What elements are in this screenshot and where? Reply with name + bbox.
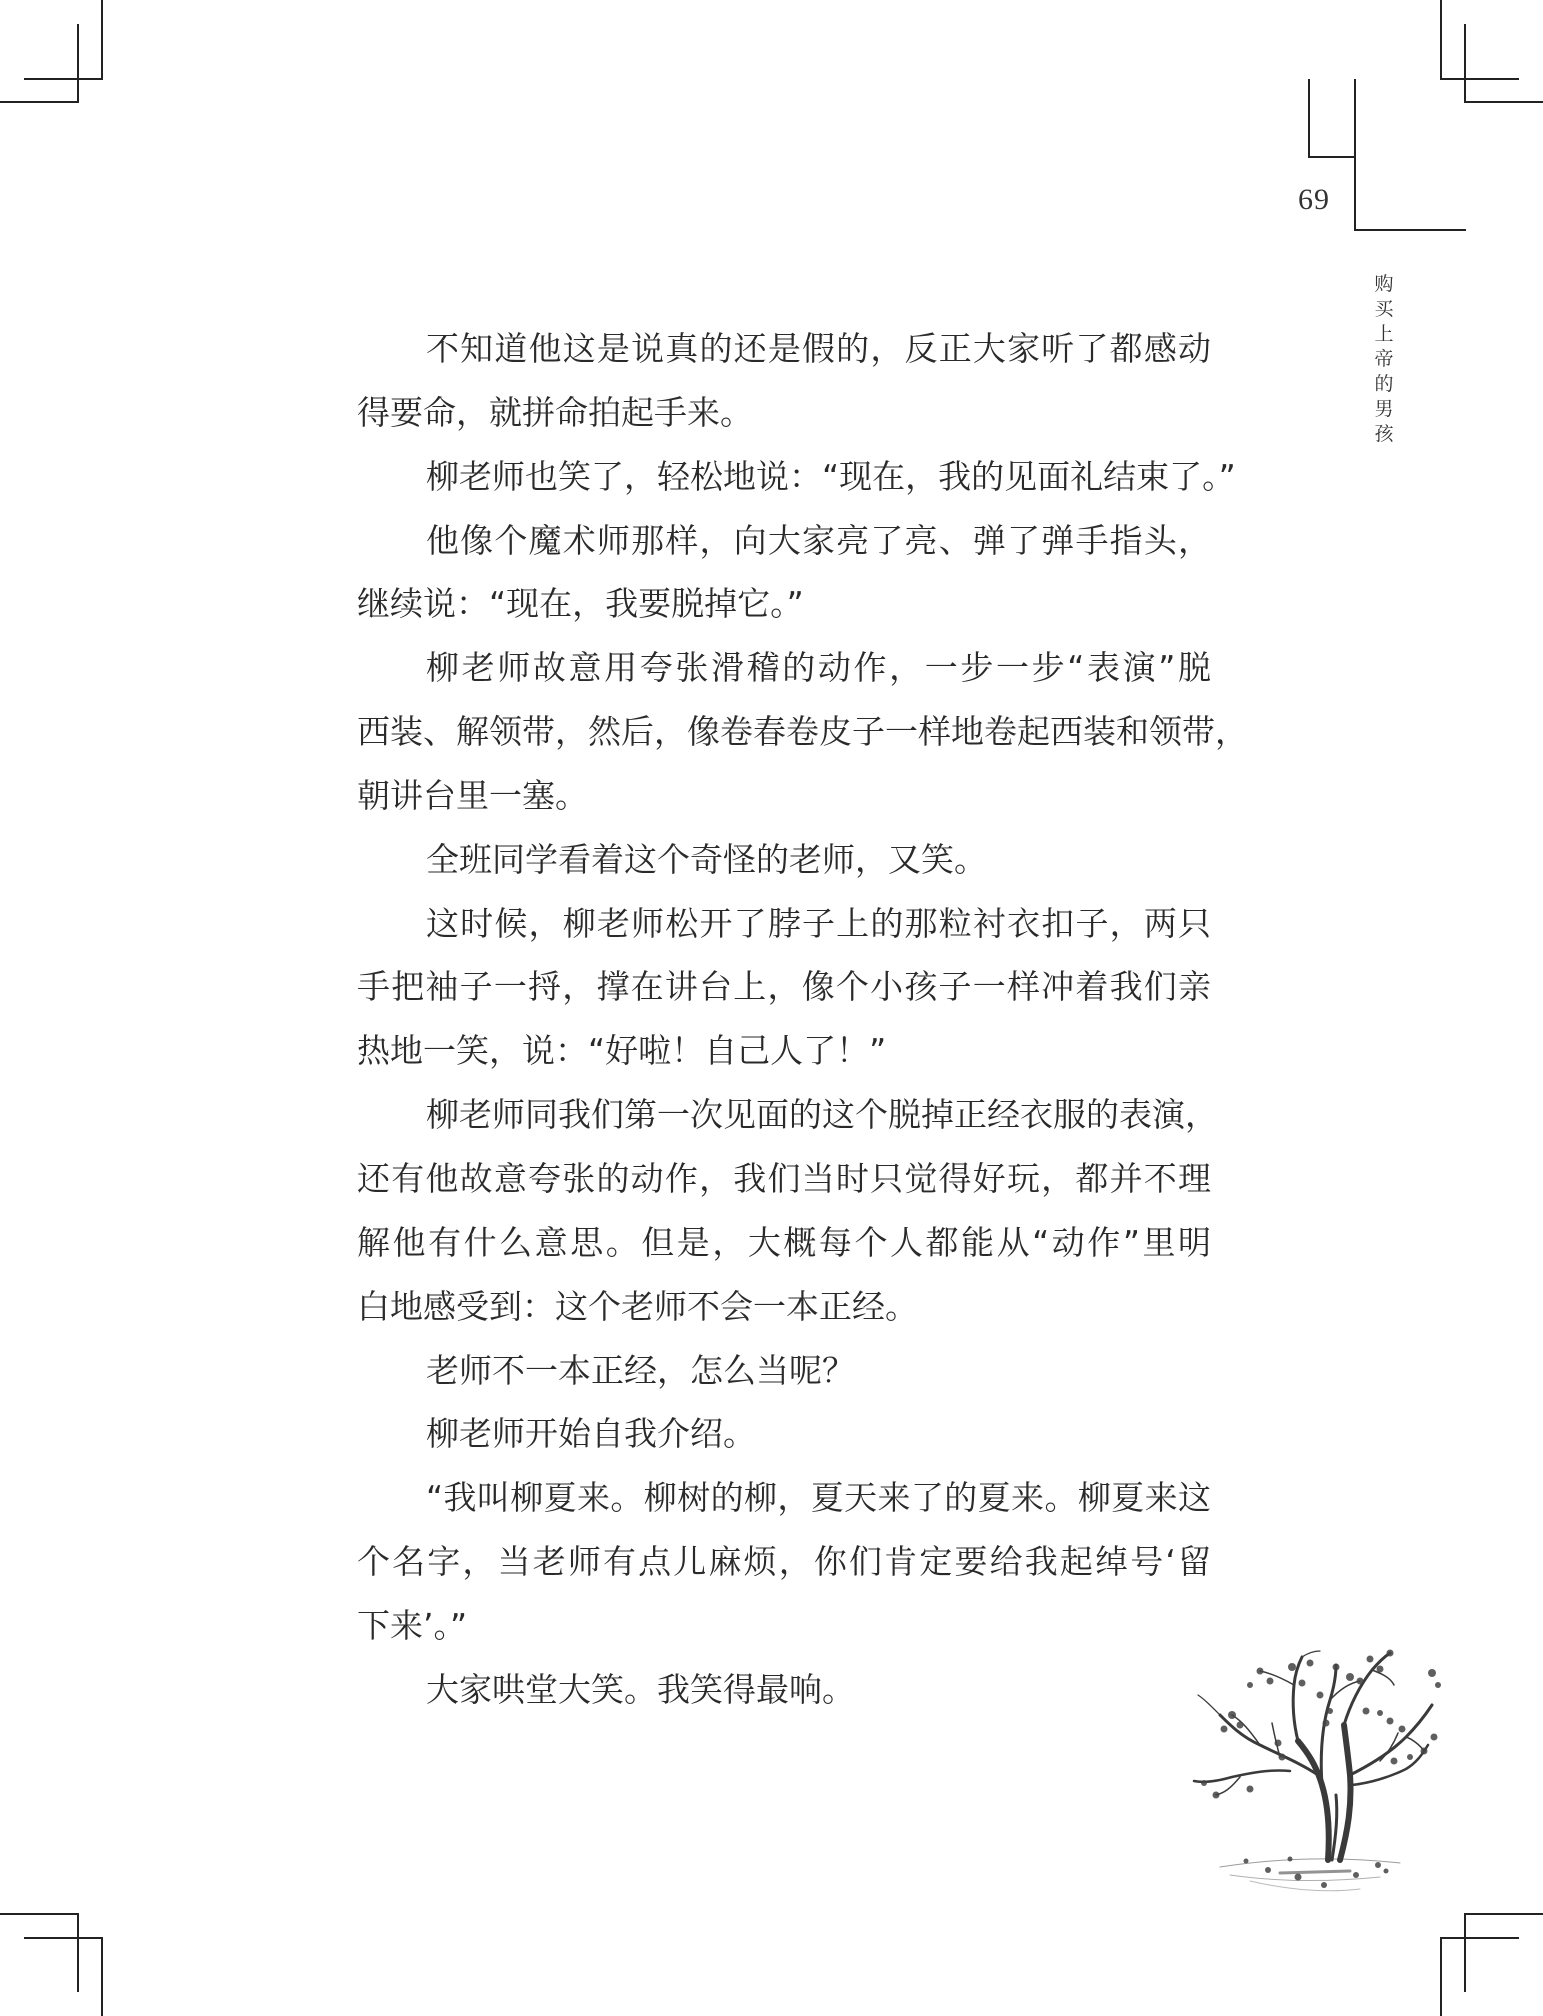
crop-mark xyxy=(1464,24,1466,103)
crop-mark xyxy=(101,0,103,79)
crop-mark xyxy=(77,24,79,103)
text-line: 柳老师同我们第一次见面的这个脱掉正经衣服的表演， xyxy=(426,1095,1218,1135)
text-line: 手把袖子一捋，撑在讲台上，像个小孩子一样冲着我们亲 xyxy=(357,967,1211,1007)
text-line: 白地感受到：这个老师不会一本正经。 xyxy=(357,1286,918,1326)
text-line: 柳老师也笑了，轻松地说：“现在，我的见面礼结束了。” xyxy=(426,456,1236,496)
body-text xyxy=(357,317,1248,1722)
text-line: 热地一笑，说：“好啦！自己人了！” xyxy=(357,1031,887,1071)
page-number-rule xyxy=(1308,156,1355,158)
text-line: 柳老师故意用夸张滑稽的动作，一步一步“表演”脱 xyxy=(426,648,1211,688)
crop-mark xyxy=(1464,1913,1543,1915)
text-line: 解他有什么意思。但是，大概每个人都能从“动作”里明 xyxy=(357,1222,1211,1262)
text-line: 下来’。” xyxy=(357,1605,468,1645)
page-number-rule xyxy=(1354,229,1466,231)
text-line: 继续说：“现在，我要脱掉它。” xyxy=(357,584,804,624)
page-number-rule xyxy=(1308,79,1310,158)
crop-mark xyxy=(1464,1913,1466,1992)
text-line: 得要命，就拼命拍起手来。 xyxy=(357,392,753,432)
crop-mark xyxy=(101,1937,103,2016)
text-line: 朝讲台里一塞。 xyxy=(357,775,588,815)
text-line: 大家哄堂大笑。我笑得最响。 xyxy=(426,1669,855,1709)
crop-mark xyxy=(24,78,103,80)
text-line: 西装、解领带，然后，像卷春卷皮子一样地卷起西装和领带， xyxy=(357,712,1248,752)
tree-illustration-icon xyxy=(1180,1645,1442,1903)
crop-mark xyxy=(1440,1937,1442,2016)
text-line: “我叫柳夏来。柳树的柳，夏天来了的夏来。柳夏来这 xyxy=(426,1478,1211,1518)
crop-mark xyxy=(1440,0,1442,79)
crop-mark xyxy=(1440,78,1519,80)
text-line: 还有他故意夸张的动作，我们当时只觉得好玩，都并不理 xyxy=(357,1158,1211,1198)
page-number-rule xyxy=(1354,79,1356,230)
crop-mark xyxy=(77,1913,79,1992)
text-line: 个名字，当老师有点儿麻烦，你们肯定要给我起绰号‘留 xyxy=(357,1542,1211,1582)
crop-mark xyxy=(1464,101,1543,103)
text-line: 他像个魔术师那样，向大家亮了亮、弹了弹手指头， xyxy=(426,520,1211,560)
running-title: 购买上帝的男孩 xyxy=(1374,273,1394,445)
page-number: 69 xyxy=(1298,183,1330,216)
text-line: 这时候，柳老师松开了脖子上的那粒衬衣扣子，两只 xyxy=(426,903,1211,943)
crop-mark xyxy=(24,1937,103,1939)
crop-mark xyxy=(0,1913,79,1915)
crop-mark xyxy=(1440,1937,1519,1939)
text-line: 不知道他这是说真的还是假的，反正大家听了都感动 xyxy=(426,329,1211,368)
text-line: 柳老师开始自我介绍。 xyxy=(426,1414,756,1454)
crop-mark xyxy=(0,101,79,103)
text-line: 老师不一本正经，怎么当呢？ xyxy=(426,1350,855,1390)
text-line: 全班同学看着这个奇怪的老师，又笑。 xyxy=(426,839,987,879)
